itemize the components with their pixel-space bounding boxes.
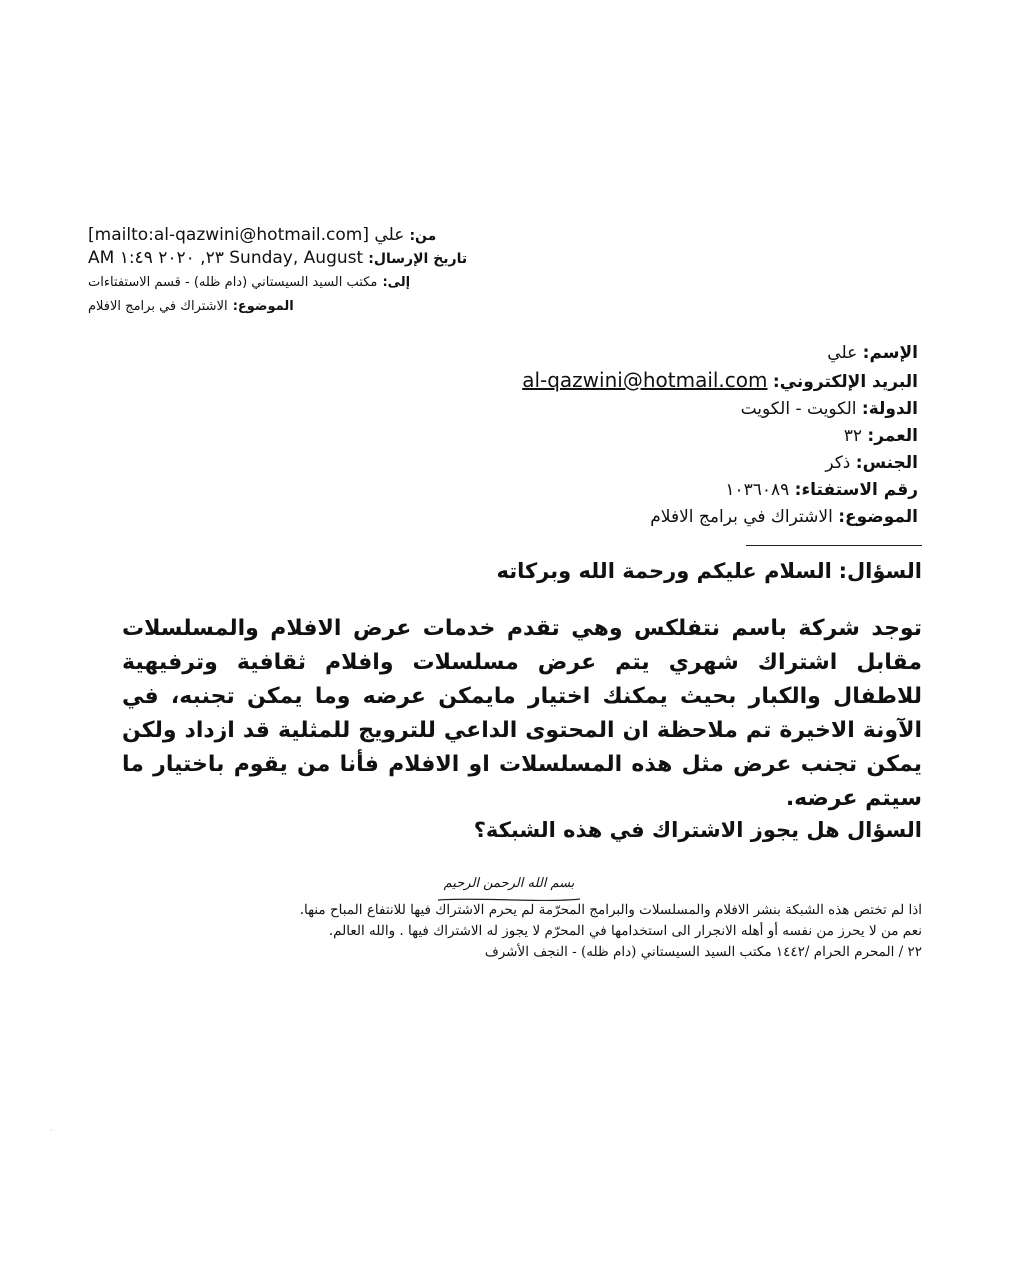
answer-block (162, 900, 922, 963)
question-greeting-line (222, 556, 922, 586)
field-label: العمر: (867, 426, 918, 446)
answer-signature: ٢٢ / المحرم الحرام /١٤٤٢ مكتب السيد السيستاني (دام ظله) - النجف الأشرف (484, 944, 922, 960)
to-label: إلى: (382, 275, 411, 290)
field-country (398, 396, 918, 423)
basmala: بسم الله الرحمن الرحيم (443, 876, 575, 891)
field-label: الجنس: (855, 453, 918, 473)
field-subject (398, 504, 918, 531)
final-question: السؤال هل يجوز الاشتراك في هذه الشبكة؟ (473, 818, 922, 842)
to-value: مكتب السيد السيستاني (دام ظله) - قسم الاستفتاءات (88, 275, 378, 290)
field-value: ١٠٣٦٠٨٩ (725, 480, 790, 500)
field-value: ٣٢ (843, 426, 863, 446)
to-line (88, 270, 508, 294)
field-value: علي (827, 343, 858, 363)
from-value: علي [mailto:al-qazwini@hotmail.com] (88, 225, 405, 245)
field-value: الكويت - الكويت (740, 399, 857, 419)
field-value: ذكر (825, 453, 851, 473)
field-email (398, 367, 918, 396)
field-name (398, 340, 918, 367)
inquiry-fields (398, 340, 918, 531)
sent-line (88, 247, 508, 270)
question-body: توجد شركة باسم نتفلكس وهي تقدم خدمات عرض الافلام والمسلسلات مقابل اشتراك شهري يتم عرض مسلسلات وافلام ثقافية وترفيهية للاطفال والكبار بحيث يمكنك اختيار مايمكن عرضه وما يمكن تجنبه، في الآونة الاخيرة تم ملاحظة ان المحتوى الداعي للترويج للمثلية قد ازداد ولكن يمكن تجنب عرض مثل هذه المسلسلات او الافلام فأنا من يقوم باختيار ما سيتم عرضه. (122, 616, 922, 811)
divider (746, 545, 922, 546)
email-header (88, 224, 508, 318)
field-label: رقم الاستفتاء: (794, 480, 918, 500)
subject-label: الموضوع: (232, 299, 294, 314)
field-label: الدولة: (861, 399, 918, 419)
field-value: الاشتراك في برامج الافلام (650, 507, 833, 527)
field-label: الموضوع: (838, 507, 918, 527)
scan-speck: · (50, 1126, 53, 1136)
sent-value: Sunday, August ٢٣, ٢٠٢٠ ١:٤٩ AM (88, 248, 364, 268)
field-age (398, 423, 918, 450)
field-gender (398, 450, 918, 477)
field-label: الإسم: (862, 343, 918, 363)
question-label: السؤال: (838, 559, 922, 583)
field-inquiry-number (398, 477, 918, 504)
email-link[interactable]: al-qazwini@hotmail.com (522, 368, 768, 392)
subject-line (88, 294, 508, 318)
answer-line: نعم من لا يحرز من نفسه أو أهله الانجرار الى استخدامها في المحرّم لا يجوز له الاشتراك فيها . والله العالم. (328, 923, 922, 939)
field-label: البريد الإلكتروني: (772, 372, 918, 392)
greeting: السلام عليكم ورحمة الله وبركاته (496, 559, 832, 583)
subject-value: الاشتراك في برامج الافلام (88, 299, 228, 314)
answer-line: اذا لم تختص هذه الشبكة بنشر الافلام والمسلسلات والبرامج المحرّمة لم يحرم الاشتراك فيها للانتفاع المباح منها. (299, 902, 922, 918)
from-label: من: (409, 228, 437, 244)
from-line (88, 224, 508, 247)
sent-label: تاريخ الإرسال: (368, 251, 468, 267)
